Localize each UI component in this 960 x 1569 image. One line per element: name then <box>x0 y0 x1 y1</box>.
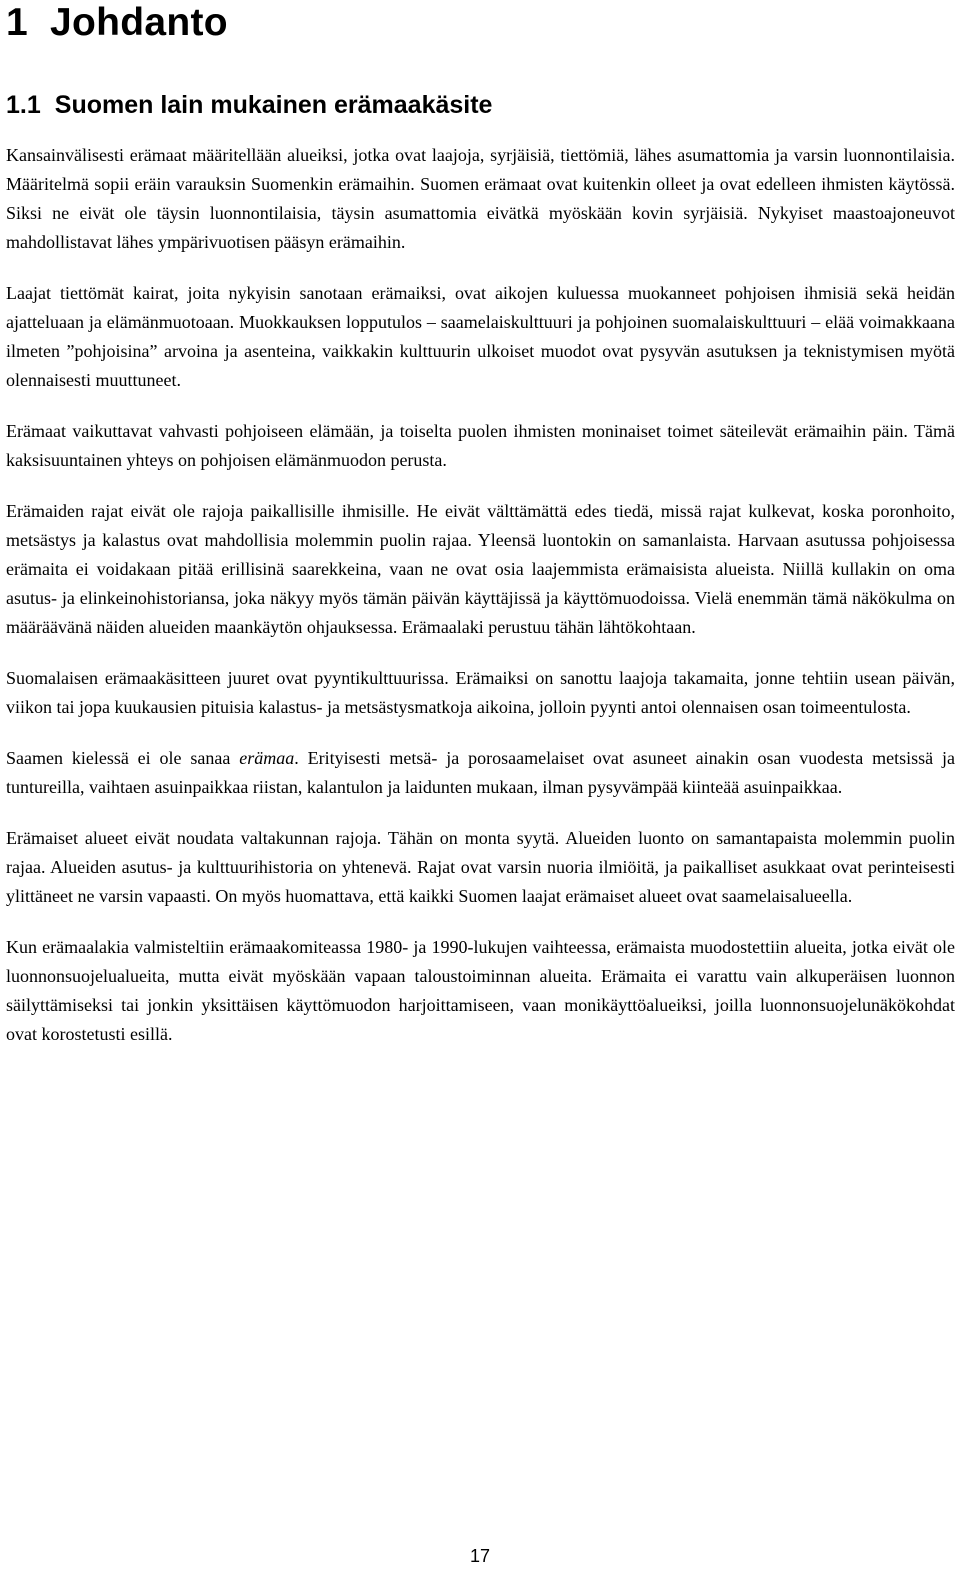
section-heading <box>6 90 955 120</box>
section-number: 1.1 <box>6 91 41 119</box>
body-text <box>6 141 955 1049</box>
document-page <box>6 0 955 1071</box>
chapter-title: Johdanto <box>50 1 228 44</box>
paragraph: Kansainvälisesti erämaat määritellään alueiksi, jotka ovat laajoja, syrjäisiä, tiettömiä, lähes asumattomia ja varsin luonnontilaisia. Määritelmä sopii eräin varauksin Suomenkin erämaihin. Suomen erämaat ovat kuitenkin olleet ja ovat edelleen ihmisten käytössä. Siksi ne eivät ole täysin luonnontilaisia, täysin asumattomia eivätkä myöskään kovin syrjäisiä. Nykyiset maastoajoneuvot mahdollistavat lähes ympärivuotisen pääsyn erämaihin. <box>6 145 955 252</box>
paragraph: Laajat tiettömät kairat, joita nykyisin sanotaan erämaiksi, ovat aikojen kuluessa muokanneet pohjoisen ihmisiä sekä heidän ajatteluaan ja elämänmuotoaan. Muokkauksen lopputulos – saamelaiskulttuuri ja pohjoinen suomalaiskulttuuri – elää voimakkaana ilmeten ”pohjoisina” arvoina ja asenteina, vaikkakin kulttuurin ulkoiset muodot ovat pysyvän asutuksen ja teknistymisen myötä olennaisesti muuttuneet. <box>6 283 955 390</box>
section-title: Suomen lain mukainen erämaakäsite <box>54 91 493 119</box>
paragraph: Erämaat vaikuttavat vahvasti pohjoiseen elämään, ja toiselta puolen ihmisten moninaiset toimet säteilevät erämaihin päin. Tämä kaksisuuntainen yhteys on pohjoisen elämänmuodon perusta. <box>6 421 955 470</box>
chapter-heading <box>6 0 955 46</box>
page-number: 17 <box>469 1546 491 1566</box>
paragraph: Erämaiden rajat eivät ole rajoja paikallisille ihmisille. He eivät välttämättä edes tiedä, missä rajat kulkevat, koska poronhoito, metsästys ja kalastus ovat mahdollisia molemmin puolin rajaa. Yleensä luontokin on samanlaista. Harvaan asutussa pohjoisessa erämaita ei voidakaan pitää erillisinä saarekkeina, vaan ne ovat osia laajemmista erämaisista alueista. Niillä kullakin on oma asutus- ja elinkeinohistoriansa, joka näkyy myös tämän päivän käyttäjissä ja käyttömuodoissa. Vielä enemmän tämä näkökulma on määräävänä näiden alueiden maankäytön ohjauksessa. Erämaalaki perustuu tähän lähtökohtaan. <box>6 501 955 637</box>
paragraph <box>6 744 955 802</box>
paragraph-text: . Erityisesti metsä- ja porosaamelaiset ovat asuneet ainakin osan vuodesta metsissä ja tuntureilla, vaihtaen asuinpaikkaa riistan, kalantulon ja laidunten mukaan, ilman pysyvämpää kiinteää asuinpaikkaa. <box>6 748 955 797</box>
paragraph: Erämaiset alueet eivät noudata valtakunnan rajoja. Tähän on monta syytä. Alueiden luonto on samantapaista molemmin puolin rajaa. Alueiden asutus- ja kulttuurihistoria on yhtenevä. Rajat ovat varsin nuoria ilmiöitä, ja paikalliset asukkaat ovat perinteisesti ylittäneet ne varsin vapaasti. On myös huomattava, että kaikki Suomen laajat erämaiset alueet ovat saamelaisalueella. <box>6 828 955 906</box>
paragraph: Suomalaisen erämaakäsitteen juuret ovat pyyntikulttuurissa. Erämaiksi on sanottu laajoja takamaita, jonne tehtiin usean päivän, viikon tai jopa kuukausien pituisia kalastus- ja metsästysmatkoja aikoina, jolloin pyynti antoi olennaisen osan toimeentulosta. <box>6 668 955 717</box>
chapter-number: 1 <box>6 1 28 44</box>
emphasized-word: erämaa <box>239 748 295 768</box>
paragraph-text: Saamen kielessä ei ole sanaa <box>6 748 240 768</box>
paragraph: Kun erämaalakia valmisteltiin erämaakomiteassa 1980- ja 1990-lukujen vaihteessa, erämaista muodostettiin alueita, jotka eivät ole luonnonsuojelualueita, mutta eivät myöskään vapaan taloustoiminnan alueita. Erämaita ei varattu vain alkuperäisen luonnon säilyttämiseksi tai jonkin yksittäisen käyttömuodon harjoittamiseen, vaan monikäyttöalueiksi, joilla luonnonsuojelunäkökohdat ovat korostetusti esillä. <box>6 937 955 1044</box>
